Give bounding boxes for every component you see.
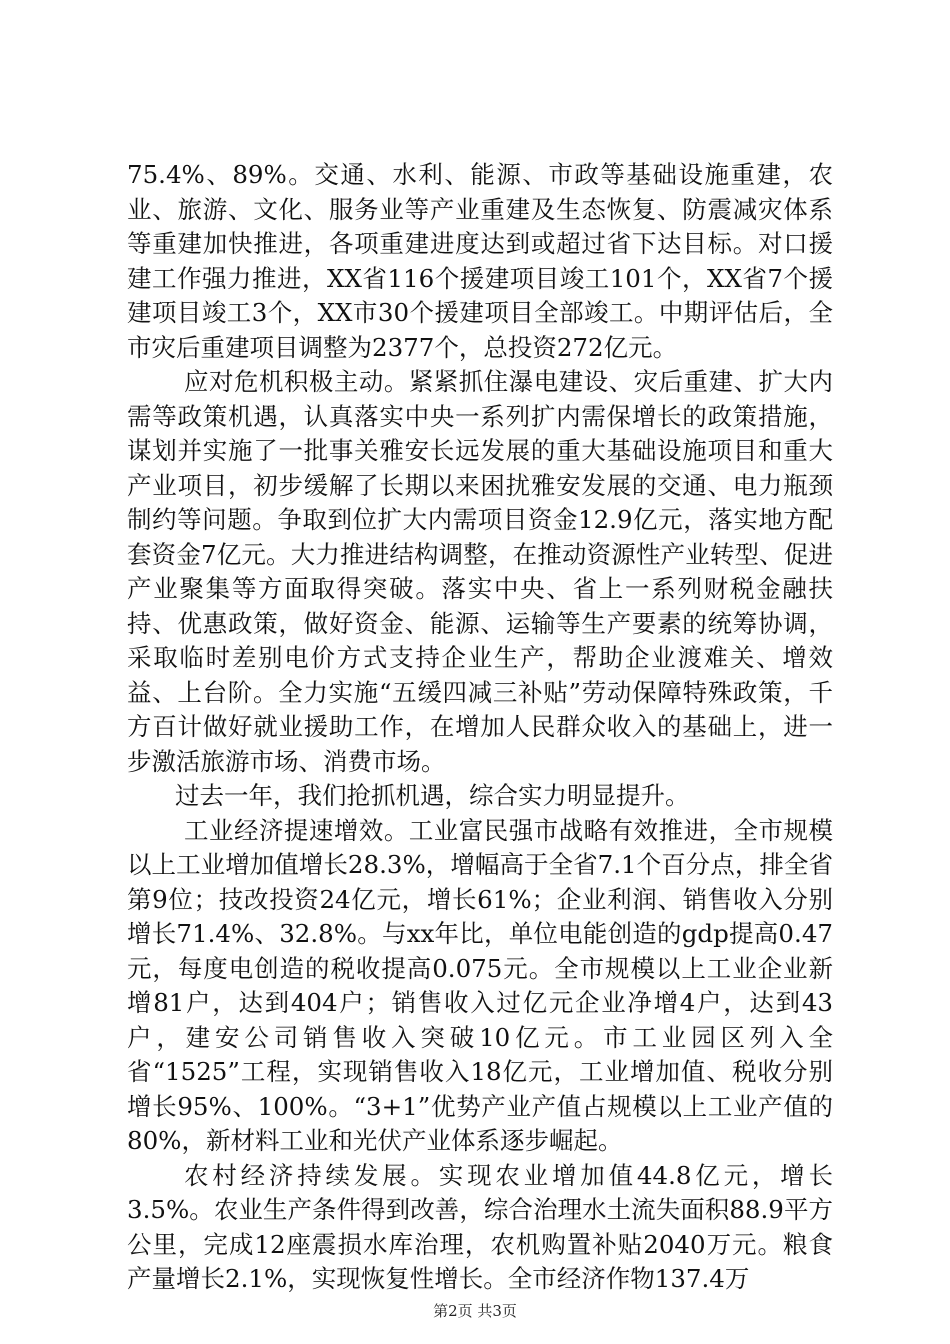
paragraph-rural-economy: 农村经济持续发展。实现农业增加值44.8亿元，增长3.5%。农业生产条件得到改善，综合治理水土流失面积88.9平方公里，完成12座震损水库治理，农机购置补贴2040万元。粮食产量增长2.1%，实现恢复性增长。全市经济作物137.4万	[127, 1160, 833, 1293]
document-body	[127, 158, 833, 1297]
paragraph-reconstruction-progress: 75.4%、89%。交通、水利、能源、市政等基础设施重建，农业、旅游、文化、服务业等产业重建及生态恢复、防震减灾体系等重建加快推进，各项重建进度达到或超过省下达目标。对口援建工作强力推进，XX省116个援建项目竣工101个，XX省7个援建项目竣工3个，XX市30个援建项目全部竣工。中期评估后，全市灾后重建项目调整为2377个，总投资272亿元。	[127, 160, 833, 362]
paragraph-industrial-economy: 工业经济提速增效。工业富民强市战略有效推进，全市规模以上工业增加值增长28.3%，增幅高于全省7.1个百分点，排全省第9位；技改投资24亿元，增长61%；企业利润、销售收入分别增长71.4%、32.8%。与xx年比，单位电能创造的gdp提高0.47元，每度电创造的税收提高0.075元。全市规模以上工业企业新增81户，达到404户；销售收入过亿元企业净增4户，达到43户，建安公司销售收入突破10亿元。市工业园区列入全省“1525”工程，实现销售收入18亿元，工业增加值、税收分别增长95%、100%。“3+1”优势产业产值占规模以上工业产值的80%，新材料工业和光伏产业体系逐步崛起。	[127, 815, 833, 1155]
paragraph-crisis-response: 应对危机积极主动。紧紧抓住瀑电建设、灾后重建、扩大内需等政策机遇，认真落实中央一系列扩内需保增长的政策措施，谋划并实施了一批事关雅安长远发展的重大基础设施项目和重大产业项目，初步缓解了长期以来困扰雅安发展的交通、电力瓶颈制约等问题。争取到位扩大内需项目资金12.9亿元，落实地方配套资金7亿元。大力推进结构调整，在推动资源性产业转型、促进产业聚集等方面取得突破。落实中央、省上一系列财税金融扶持、优惠政策，做好资金、能源、运输等生产要素的统筹协调，采取临时差别电价方式支持企业生产，帮助企业渡难关、增效益、上台阶。全力实施“五缓四减三补贴”劳动保障特殊政策，千方百计做好就业援助工作，在增加人民群众收入的基础上，进一步激活旅游市场、消费市场。	[127, 367, 833, 776]
paragraph-past-year-summary: 过去一年，我们抢抓机遇，综合实力明显提升。	[175, 781, 690, 810]
page-number-footer: 第2页 共3页	[433, 1302, 517, 1320]
